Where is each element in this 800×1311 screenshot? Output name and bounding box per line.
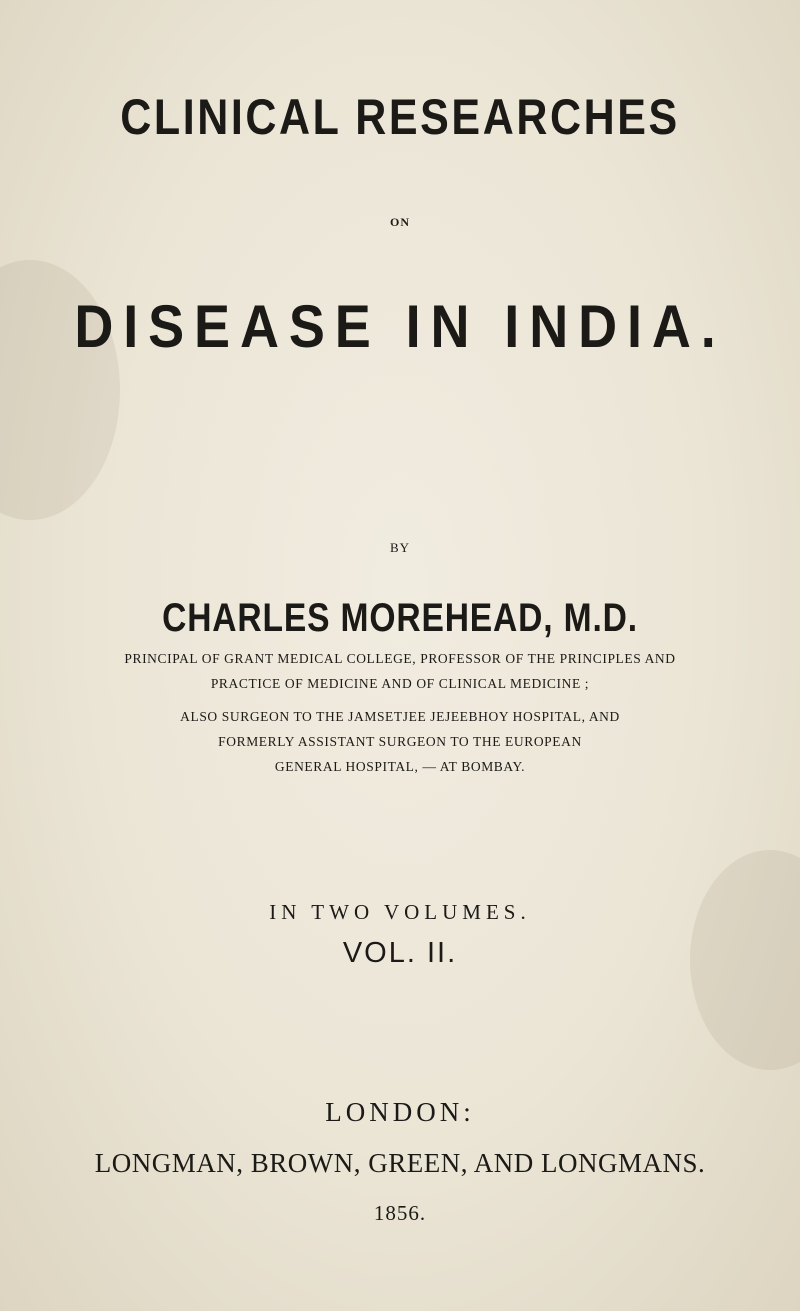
publication-year: 1856. [373, 1201, 427, 1225]
by-line: BY [389, 540, 411, 555]
title-connector: ON [390, 215, 410, 229]
credential-line: PRACTICE OF MEDICINE AND OF CLINICAL MEDICINE ; [210, 676, 590, 691]
title-line-1: CLINICAL RESEARCHES [120, 89, 680, 145]
credential-line: ALSO SURGEON TO THE JAMSETJEE JEJEEBHOY HOSPITAL, AND [180, 709, 620, 724]
credential-line: PRINCIPAL OF GRANT MEDICAL COLLEGE, PROFESSOR OF THE PRINCIPLES AND [124, 651, 676, 666]
volumes-note: IN TWO VOLUMES. [269, 900, 531, 924]
credential-line: GENERAL HOSPITAL, — AT BOMBAY. [274, 759, 526, 774]
author-name: CHARLES MOREHEAD, M.D. [162, 596, 638, 640]
volume-number: VOL. II. [342, 937, 458, 969]
credential-line: FORMERLY ASSISTANT SURGEON TO THE EUROPEAN [218, 734, 582, 749]
imprint-city: LONDON: [325, 1097, 475, 1127]
publisher-name: LONGMAN, BROWN, GREEN, AND LONGMANS. [94, 1148, 706, 1178]
title-line-2: DISEASE IN INDIA. [74, 293, 726, 360]
